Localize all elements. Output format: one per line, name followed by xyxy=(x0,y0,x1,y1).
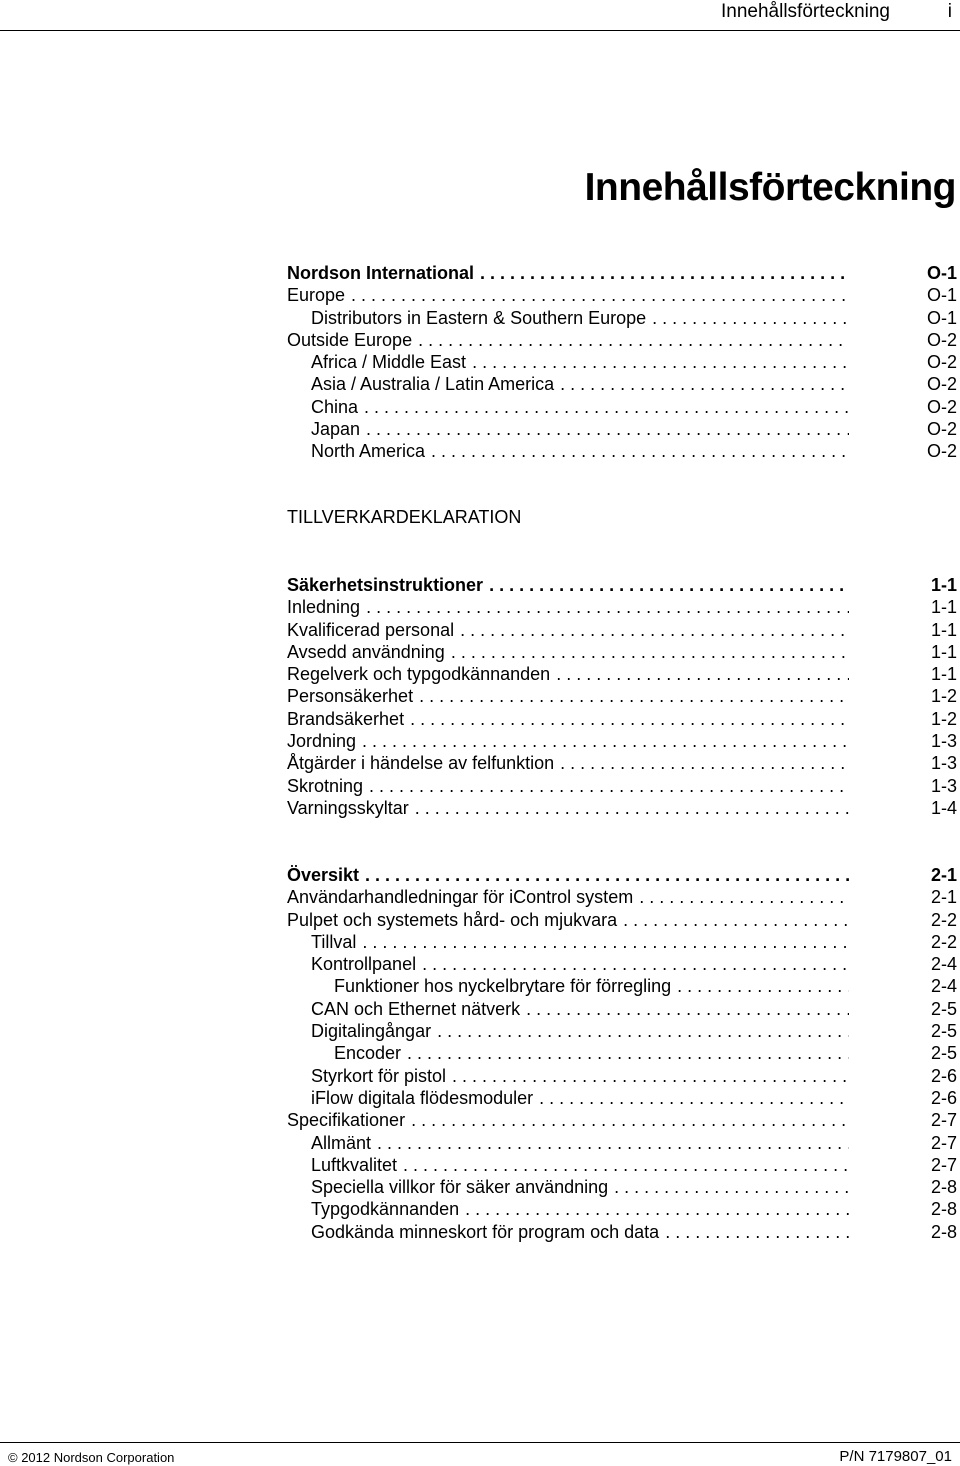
toc-entry-page: O-2 xyxy=(926,329,957,350)
dot-leader xyxy=(489,574,849,596)
toc-entry-label: Distributors in Eastern & Southern Europe xyxy=(311,307,647,328)
dot-leader xyxy=(465,1198,849,1220)
dot-leader xyxy=(556,663,849,685)
toc-entry[interactable] xyxy=(287,730,957,752)
dot-leader xyxy=(366,596,849,618)
toc-entry-page: O-2 xyxy=(926,441,957,462)
dot-leader xyxy=(460,619,849,641)
running-header xyxy=(0,0,960,31)
dot-leader xyxy=(677,975,849,997)
toc-entry-label: Tillval xyxy=(311,931,357,952)
toc-entry-label: Europe xyxy=(287,285,346,306)
toc-entry-label: Avsedd användning xyxy=(287,641,445,662)
toc-entry-leader xyxy=(287,440,849,462)
toc-entry-label: Regelverk och typgodkännanden xyxy=(287,664,551,685)
dot-leader xyxy=(377,1132,849,1154)
toc-entry[interactable] xyxy=(287,775,957,797)
dot-leader xyxy=(364,396,849,418)
toc-entry[interactable] xyxy=(287,708,957,730)
footer-part-number: P/N 7179807_01 xyxy=(839,1448,952,1465)
toc-entry-label: Specifikationer xyxy=(287,1110,406,1131)
dot-leader xyxy=(422,953,849,975)
toc-entry-page: 2-8 xyxy=(930,1177,957,1198)
toc-entry-label: Skrotning xyxy=(287,775,364,796)
toc-entry-leader xyxy=(287,708,849,730)
toc-entry-page: 2-2 xyxy=(930,909,957,930)
toc-entry[interactable] xyxy=(287,351,957,373)
toc-entry-label: Speciella villkor för säker användning xyxy=(311,1177,609,1198)
dot-leader xyxy=(410,708,849,730)
toc-entry-label: CAN och Ethernet nätverk xyxy=(311,998,521,1019)
dot-leader xyxy=(362,730,849,752)
toc-entry-leader xyxy=(287,262,849,284)
dot-leader xyxy=(415,797,849,819)
toc-entry[interactable] xyxy=(287,1087,957,1109)
toc-entry-leader xyxy=(287,685,849,707)
dot-leader xyxy=(623,909,849,931)
toc-entry-page: O-2 xyxy=(926,419,957,440)
toc-entry-label: China xyxy=(311,396,359,417)
toc-entry-leader xyxy=(287,329,849,351)
toc-entry-page: 1-3 xyxy=(930,731,957,752)
dot-leader xyxy=(539,1087,849,1109)
toc-entry-leader xyxy=(287,373,849,395)
toc-entry-leader xyxy=(287,1065,849,1087)
toc-entry-leader xyxy=(287,797,849,819)
toc-entry-page: O-2 xyxy=(926,374,957,395)
toc-entry-label: Varningsskyltar xyxy=(287,797,409,818)
toc-entry[interactable] xyxy=(287,373,957,395)
toc-entry[interactable] xyxy=(287,998,957,1020)
toc-entry-leader xyxy=(287,775,849,797)
toc-entry-page: 2-2 xyxy=(930,931,957,952)
toc-entry-label: North America xyxy=(311,441,426,462)
toc-entry[interactable] xyxy=(287,797,957,819)
toc-entry-leader xyxy=(287,418,849,440)
toc-entry-page: O-1 xyxy=(926,263,957,283)
toc-entry[interactable] xyxy=(287,1065,957,1087)
toc-entry-page: 1-3 xyxy=(930,753,957,774)
toc-entry-label: Personsäkerhet xyxy=(287,686,414,707)
section-heading-declaration: TILLVERKARDEKLARATION xyxy=(287,507,522,527)
toc-entry-page: O-1 xyxy=(926,307,957,328)
dot-leader xyxy=(451,641,849,663)
toc-entry-page: 2-1 xyxy=(930,865,957,885)
toc-section-overview xyxy=(287,864,957,1243)
toc-entry-leader xyxy=(287,998,849,1020)
toc-entry-leader xyxy=(287,1221,849,1243)
toc-entry[interactable] xyxy=(287,1042,957,1064)
toc-entry-page: 2-5 xyxy=(930,1043,957,1064)
toc-entry-page: 1-1 xyxy=(930,597,957,618)
toc-entry-leader xyxy=(287,730,849,752)
dot-leader xyxy=(411,1109,849,1131)
toc-entry[interactable] xyxy=(287,953,957,975)
toc-entry[interactable] xyxy=(287,619,957,641)
toc-entry[interactable] xyxy=(287,1198,957,1220)
dot-leader xyxy=(418,329,849,351)
toc-entry-label: Brandsäkerhet xyxy=(287,708,405,729)
toc-entry[interactable] xyxy=(287,975,957,997)
toc-entry-page: 2-5 xyxy=(930,998,957,1019)
toc-entry-page: 2-7 xyxy=(930,1110,957,1131)
toc-entry-leader xyxy=(287,351,849,373)
header-page-number: i xyxy=(947,1,952,22)
toc-entry[interactable] xyxy=(287,864,957,886)
toc-entry-label: Säkerhetsinstruktioner xyxy=(287,575,484,595)
toc-entry[interactable] xyxy=(287,1132,957,1154)
toc-entry-label: Godkända minneskort för program och data xyxy=(311,1221,660,1242)
toc-entry[interactable] xyxy=(287,1176,957,1198)
toc-entry-label: Encoder xyxy=(334,1043,402,1064)
toc-entry-label: Typgodkännanden xyxy=(311,1199,460,1220)
dot-leader xyxy=(560,752,849,774)
toc-entry-leader xyxy=(287,1109,849,1131)
toc-entry-label: Jordning xyxy=(287,731,357,752)
toc-entry-page: 2-7 xyxy=(930,1132,957,1153)
toc-entry[interactable] xyxy=(287,752,957,774)
toc-entry-leader xyxy=(287,1132,849,1154)
toc-entry-leader xyxy=(287,619,849,641)
toc-entry-page: 1-3 xyxy=(930,775,957,796)
dot-leader xyxy=(366,418,849,440)
toc-entry-page: 2-7 xyxy=(930,1154,957,1175)
toc-entry-page: 1-2 xyxy=(930,708,957,729)
dot-leader xyxy=(614,1176,849,1198)
dot-leader xyxy=(365,864,849,886)
toc-entry-label: Asia / Australia / Latin America xyxy=(311,374,555,395)
toc-entry[interactable] xyxy=(287,641,957,663)
toc-entry-page: 1-1 xyxy=(930,619,957,640)
toc-entry-page: 2-5 xyxy=(930,1021,957,1042)
running-footer xyxy=(0,1442,960,1466)
toc-entry-page: 2-4 xyxy=(930,976,957,997)
dot-leader xyxy=(472,351,849,373)
toc-entry[interactable] xyxy=(287,440,957,462)
toc-entry-leader xyxy=(287,1198,849,1220)
dot-leader xyxy=(369,775,849,797)
dot-leader xyxy=(639,886,849,908)
dot-leader xyxy=(431,440,849,462)
toc-entry-page: 1-1 xyxy=(930,641,957,662)
toc-entry[interactable] xyxy=(287,1154,957,1176)
toc-entry-page: O-2 xyxy=(926,352,957,373)
toc-entry-page: 2-8 xyxy=(930,1199,957,1220)
toc-entry-leader xyxy=(287,931,849,953)
toc-entry-page: O-2 xyxy=(926,396,957,417)
dot-leader xyxy=(437,1020,849,1042)
toc-entry-label: Översikt xyxy=(287,865,360,885)
toc-entry[interactable] xyxy=(287,262,957,284)
dot-leader xyxy=(526,998,849,1020)
toc-entry-label: Outside Europe xyxy=(287,329,413,350)
toc-entry[interactable] xyxy=(287,396,957,418)
toc-entry-page: 1-1 xyxy=(930,575,957,595)
toc-entry[interactable] xyxy=(287,307,957,329)
toc-entry-page: 2-6 xyxy=(930,1087,957,1108)
toc-entry[interactable] xyxy=(287,685,957,707)
toc-entry-page: 2-1 xyxy=(930,887,957,908)
toc-entry[interactable] xyxy=(287,931,957,953)
toc-entry[interactable] xyxy=(287,663,957,685)
toc-entry[interactable] xyxy=(287,909,957,931)
toc-entry[interactable] xyxy=(287,418,957,440)
toc-entry-leader xyxy=(287,864,849,886)
toc-entry-label: Funktioner hos nyckelbrytare för förregling xyxy=(334,976,672,997)
toc-entry-page: 2-4 xyxy=(930,954,957,975)
dot-leader xyxy=(403,1154,849,1176)
page-title: Innehållsförteckning xyxy=(584,166,956,209)
toc-entry-leader xyxy=(287,284,849,306)
toc-entry-page: 1-4 xyxy=(930,797,957,818)
toc-entry-leader xyxy=(287,574,849,596)
toc-entry-label: Åtgärder i händelse av felfunktion xyxy=(287,753,555,774)
toc-entry[interactable] xyxy=(287,574,957,596)
toc-entry-page: 1-1 xyxy=(930,664,957,685)
toc-entry-leader xyxy=(287,641,849,663)
dot-leader xyxy=(351,284,849,306)
toc-entry-label: Kontrollpanel xyxy=(311,954,417,975)
toc-entry-label: Kvalificerad personal xyxy=(287,619,455,640)
toc-entry[interactable] xyxy=(287,329,957,351)
dot-leader xyxy=(362,931,849,953)
dot-leader xyxy=(452,1065,849,1087)
header-title: Innehållsförteckning xyxy=(721,1,890,22)
toc-entry-leader xyxy=(287,953,849,975)
toc-entry-label: Luftkvalitet xyxy=(311,1154,398,1175)
toc-entry-label: Japan xyxy=(311,419,361,440)
toc-entry-leader xyxy=(287,307,849,329)
toc-entry[interactable] xyxy=(287,596,957,618)
toc-entry-label: Allmänt xyxy=(311,1132,372,1153)
toc-entry-leader xyxy=(287,396,849,418)
toc-entry-leader xyxy=(287,1020,849,1042)
toc-entry[interactable] xyxy=(287,284,957,306)
toc-entry[interactable] xyxy=(287,1020,957,1042)
toc-entry-label: Styrkort för pistol xyxy=(311,1065,447,1086)
toc-entry-page: O-1 xyxy=(926,285,957,306)
toc-entry-label: Digitalingångar xyxy=(311,1021,432,1042)
toc-entry-page: 2-6 xyxy=(930,1065,957,1086)
toc-entry-page: 2-8 xyxy=(930,1221,957,1242)
dot-leader xyxy=(665,1221,849,1243)
dot-leader xyxy=(407,1042,849,1064)
toc-entry-leader xyxy=(287,1176,849,1198)
dot-leader xyxy=(480,262,849,284)
dot-leader xyxy=(652,307,849,329)
toc-entry-leader xyxy=(287,975,849,997)
toc-entry-leader xyxy=(287,1154,849,1176)
toc-entry-label: Africa / Middle East xyxy=(311,352,467,373)
toc-entry-leader xyxy=(287,909,849,931)
toc-entry-leader xyxy=(287,1087,849,1109)
toc-entry-label: Inledning xyxy=(287,597,361,618)
toc-entry[interactable] xyxy=(287,1109,957,1131)
dot-leader xyxy=(419,685,849,707)
dot-leader xyxy=(560,373,849,395)
toc-entry-label: iFlow digitala flödesmoduler xyxy=(311,1087,534,1108)
footer-copyright: © 2012 Nordson Corporation xyxy=(8,1450,175,1465)
toc-entry[interactable] xyxy=(287,886,957,908)
toc-entry[interactable] xyxy=(287,1221,957,1243)
toc-entry-label: Pulpet och systemets hård- och mjukvara xyxy=(287,909,618,930)
toc-entry-leader xyxy=(287,596,849,618)
toc-entry-label: Nordson International xyxy=(287,263,475,283)
toc-entry-leader xyxy=(287,663,849,685)
toc-entry-label: Användarhandledningar för iControl system xyxy=(287,887,634,908)
toc-entry-leader xyxy=(287,886,849,908)
toc-entry-leader xyxy=(287,752,849,774)
toc-section-nordson xyxy=(287,262,957,463)
toc-entry-page: 1-2 xyxy=(930,686,957,707)
toc-entry-leader xyxy=(287,1042,849,1064)
toc-section-safety xyxy=(287,574,957,819)
